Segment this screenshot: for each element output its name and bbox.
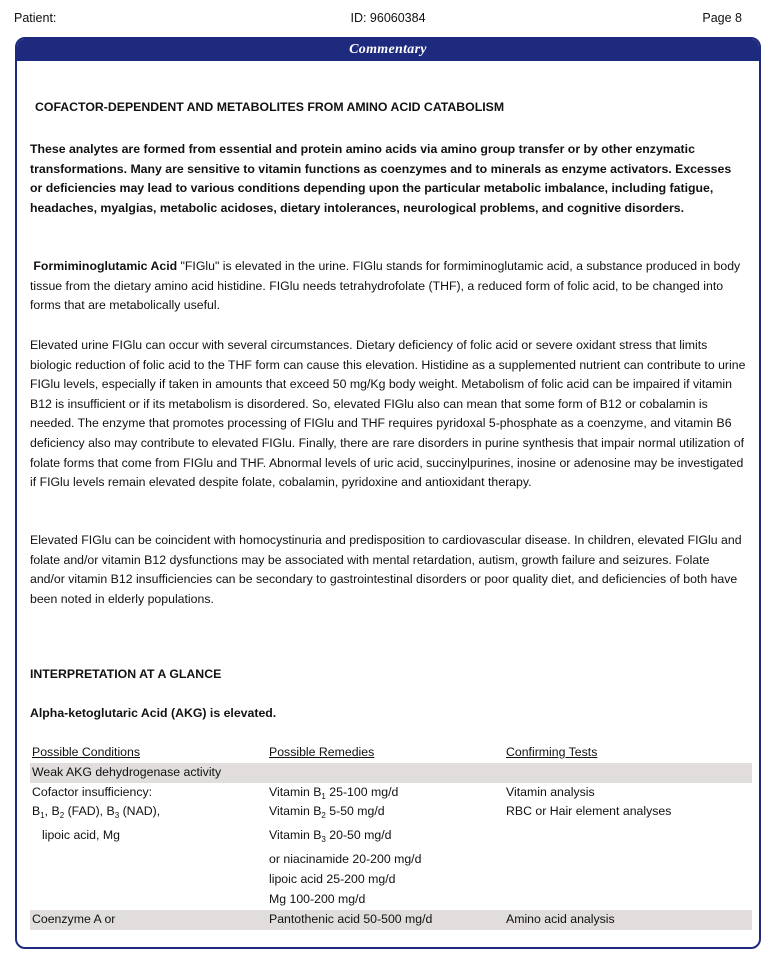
- condition-cell: $B_1$, $B_2$ (FAD), $B_3$ (NAD),: [32, 804, 161, 821]
- section-title: COFACTOR-DEPENDENT AND METABOLITES FROM AMINO ACID CATABOLISM: [35, 100, 505, 114]
- remedy-cell: Vitamin $B_1$ 25-100 mg/d: [269, 784, 399, 801]
- remedy-cell: Mg 100-200 mg/d: [269, 891, 366, 906]
- patient-id: ID: 96060384: [350, 11, 426, 25]
- page-number: Page 8: [702, 11, 742, 25]
- table-row: [30, 870, 752, 890]
- remedy-cell: Pantothenic acid 50-500 mg/d: [269, 911, 433, 926]
- table-header-row: [30, 743, 752, 763]
- paragraph-associations: Elevated FIGlu can be coincident with homocystinuria and predisposition to cardiovascular disease. In children, elevated FIGlu and folate and/or vitamin B12 dysfunctions may be associated with mental retardation, autism, growth failure and seizures. Folate and/or vitamin B12 insufficiencies can be secondary to gastrointestinal disorders or poor quality diet, and deficiencies of both have been noted in elderly populations.: [30, 533, 742, 606]
- remedy-cell: Vitamin $B_2$ 5-50 mg/d: [269, 804, 385, 821]
- remedy-cell: Vitamin $B_3$ 20-50 mg/d: [269, 828, 392, 845]
- remedy-table: [30, 743, 752, 930]
- glance-finding: Alpha-ketoglutaric Acid (AKG) is elevated.: [30, 706, 277, 720]
- condition-cell: Cofactor insufficiency:: [32, 784, 153, 799]
- paragraph-body: "FIGlu" is elevated in the urine. FIGlu stands for formiminoglutamic acid, a substance produced in body tissue from the dietary amino acid histidine. FIGlu needs tetrahydrofolate (THF), a reduced form of folic acid, to be changed into forms that are metabolically useful.: [30, 259, 741, 313]
- remedy-cell: or niacinamide 20-200 mg/d: [269, 852, 422, 867]
- patient-label: Patient:: [14, 11, 57, 25]
- section-intro: These analytes are formed from essential and protein amino acids via amino group transfer or by other enzymatic transformations. Many are sensitive to vitamin functions as coenzymes and to minerals as enzyme activators. Excesses or deficiencies may lead to various conditions depending upon the particular metabolic imbalance, including fatigue, headaches, myalgias, metabolic acidoses, dietary intolerances, neurological problems, and cognitive disorders.: [30, 142, 732, 216]
- condition-cell: lipoic acid, Mg: [42, 828, 120, 843]
- paragraph-figlu: [30, 257, 746, 316]
- header-remedies: Possible Remedies: [269, 745, 375, 759]
- commentary-panel: [15, 37, 761, 949]
- panel-title: Commentary: [17, 39, 759, 61]
- header-tests: Confirming Tests: [506, 745, 598, 759]
- condition-cell: Coenzyme A or: [32, 911, 116, 926]
- test-cell: Vitamin analysis: [506, 784, 595, 799]
- table-row: [30, 783, 752, 803]
- table-row: [30, 763, 752, 783]
- remedy-cell: lipoic acid 25-200 mg/d: [269, 872, 396, 887]
- paragraph-lead: Formiminoglutamic Acid: [33, 259, 178, 273]
- page-header: [14, 11, 762, 27]
- table-row: [30, 850, 752, 870]
- table-row: [30, 802, 752, 826]
- table-row: [30, 890, 752, 910]
- paragraph-elevated-causes: Elevated urine FIGlu can occur with several circumstances. Dietary deficiency of folic acid or severe oxidant stress that limits biologic reduction of folic acid to the THF form can cause this elevation. Histidine as a supplemented nutrient can contribute to urine FIGlu levels, especially if taken in amounts that exceed 50 mg/Kg body weight. Metabolism of folic acid can be impaired if vitamin B12 is insufficient or if its metabolism is disordered. So, elevated FIGlu also can mean that some form of B12 or cobalamin is needed. The enzyme that promotes processing of FIGlu and THF requires pyridoxal 5-phosphate as a coenzyme, and vitamin B6 deficiency also may contribute to elevated FIGlu. Finally, there are rare disorders in purine synthesis that impair normal utilization of folate forms that come from FIGlu and THF. Abnormal levels of uric acid, succinylpurines, inosine or adenosine may be investigated if FIGlu levels remain elevated despite folate, cobalamin, pyridoxine and antioxidant therapy.: [30, 338, 746, 490]
- header-conditions: Possible Conditions: [32, 745, 141, 759]
- test-cell: Amino acid analysis: [506, 911, 615, 926]
- test-cell: RBC or Hair element analyses: [506, 804, 672, 819]
- table-row: [30, 826, 752, 850]
- condition-cell: Weak AKG dehydrogenase activity: [32, 764, 222, 779]
- table-row: [30, 910, 752, 930]
- glance-title: INTERPRETATION AT A GLANCE: [30, 667, 222, 681]
